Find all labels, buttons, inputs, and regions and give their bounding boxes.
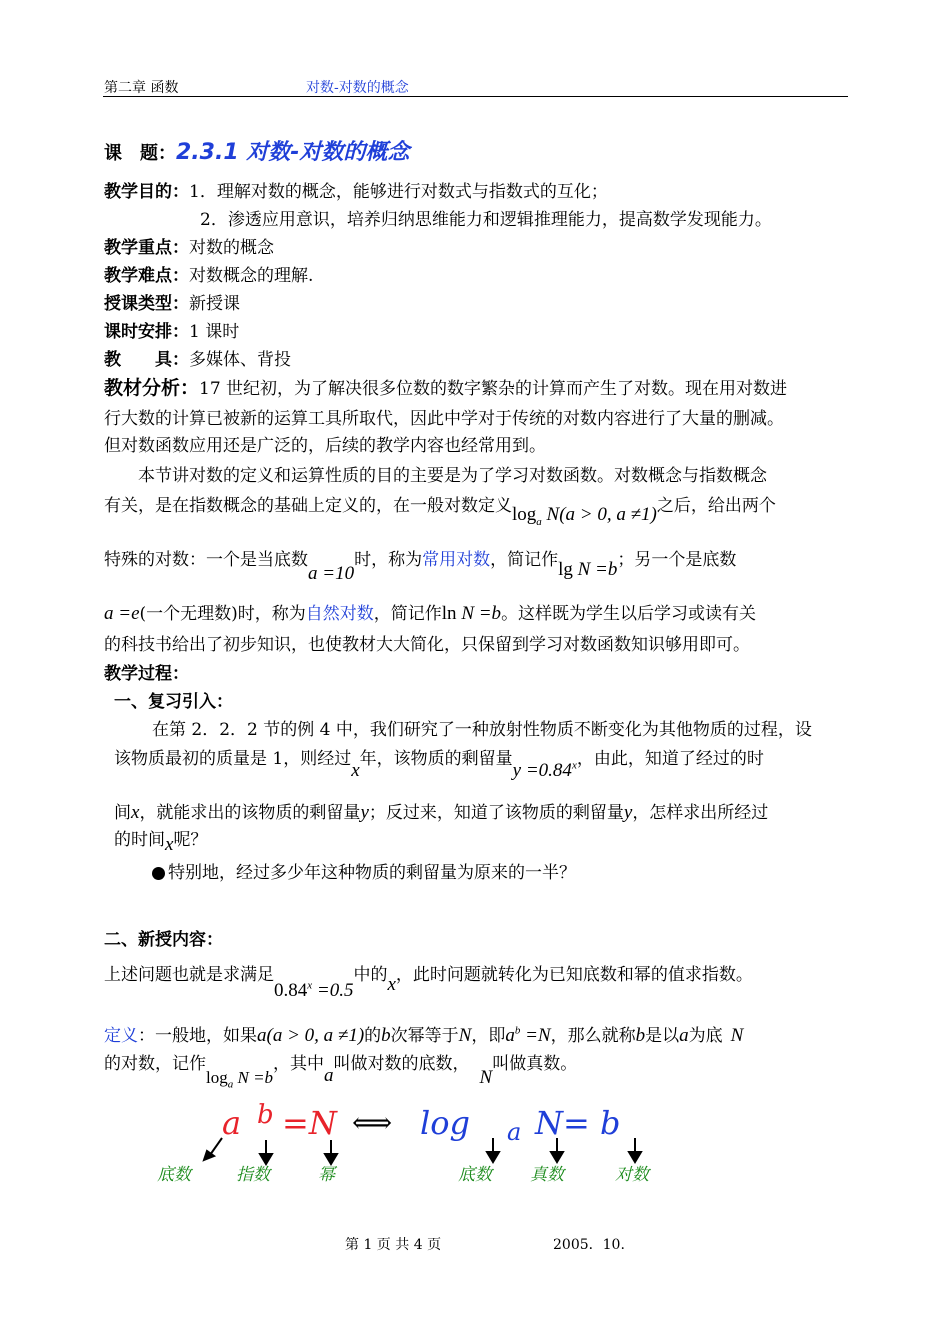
tools-text: 多媒体、背投 bbox=[189, 350, 291, 370]
lg-word: lg bbox=[558, 559, 573, 580]
diagram-a: a bbox=[222, 1104, 242, 1142]
analysis-p2-line3d: ，简记作 bbox=[490, 550, 559, 570]
diagram-b: b bbox=[257, 1100, 274, 1130]
analysis-p2-line3b: 时，称为 bbox=[354, 550, 423, 570]
var-x-2: x bbox=[131, 802, 140, 823]
hours-text: 1 课时 bbox=[189, 322, 240, 342]
focus-label: 教学重点： bbox=[104, 238, 189, 258]
header-right: 对数-对数的概念 bbox=[306, 80, 409, 96]
var-a-2: a bbox=[324, 1065, 334, 1086]
common-log-term: 常用对数 bbox=[422, 550, 491, 570]
eq-exp: x bbox=[307, 979, 313, 992]
var-N: N bbox=[458, 1025, 472, 1046]
var-N-3: N bbox=[479, 1067, 493, 1088]
var-x-4: x bbox=[387, 974, 396, 995]
lg-eq: N =b bbox=[577, 559, 618, 580]
arrow-down-icon bbox=[487, 1138, 499, 1162]
goals-label: 教学目的： bbox=[104, 182, 189, 202]
analysis-p2-line3a: 特殊的对数：一个是当底数 bbox=[104, 550, 308, 570]
diagram-log: log bbox=[420, 1104, 470, 1142]
decay-eq: y =0.84 bbox=[512, 760, 572, 781]
difficulty-label: 教学难点： bbox=[104, 266, 189, 286]
review-line4b: 呢？ bbox=[173, 830, 208, 850]
label-exponent: 指数 bbox=[236, 1165, 270, 1185]
title-label: 课 题： bbox=[104, 143, 176, 164]
var-a: a bbox=[679, 1025, 689, 1046]
review-line4a: 的时间 bbox=[114, 830, 165, 850]
review-heading: 一、复习引入： bbox=[114, 692, 233, 712]
a-var: a bbox=[257, 1025, 267, 1046]
arrow-down-icon bbox=[551, 1138, 563, 1162]
label-base-left: 底数 bbox=[157, 1165, 191, 1185]
tools-label: 教 具： bbox=[104, 350, 189, 370]
a-equals-10: a =10 bbox=[308, 563, 355, 584]
var-y-2: y bbox=[623, 802, 633, 823]
pw-eq: =N bbox=[520, 1025, 551, 1046]
label-base-right: 底数 bbox=[458, 1165, 492, 1185]
label-logarithm: 对数 bbox=[615, 1165, 649, 1185]
review-line3d: ，怎样求出所经过 bbox=[632, 803, 769, 823]
ln-eq: N =b bbox=[461, 603, 502, 624]
goals-item2: 2．渗透应用意识，培养归纳思维能力和逻辑推理能力，提高数学发现能力。 bbox=[200, 210, 772, 230]
equivalence-arrow-icon: ⟺ bbox=[352, 1106, 393, 1139]
a-equals-e: a =e bbox=[104, 603, 140, 624]
pw-a: a bbox=[505, 1025, 515, 1046]
var-N-2: N bbox=[730, 1025, 744, 1046]
arrow-down-icon bbox=[629, 1138, 641, 1162]
ln2-base: a bbox=[227, 1078, 234, 1091]
definition-label: 定义 bbox=[104, 1026, 138, 1046]
hours-label: 课时安排： bbox=[104, 322, 189, 342]
var-x-3: x bbox=[165, 834, 174, 855]
review-line3c: ；反过来，知道了该物质的剩留量 bbox=[368, 803, 624, 823]
analysis-p2-line2b: 之后，给出两个 bbox=[656, 496, 776, 516]
natural-log-term: 自然对数 bbox=[305, 604, 374, 624]
ln-word: ln bbox=[441, 603, 457, 624]
def2c: 叫做对数的底数， bbox=[333, 1054, 470, 1074]
new-content-line1b: 中的 bbox=[353, 965, 388, 985]
def1e: ，那么就称 bbox=[550, 1026, 636, 1046]
lesson-type-text: 新授课 bbox=[189, 294, 240, 314]
new-content-heading: 二、新授内容： bbox=[104, 930, 223, 950]
def2a: 的对数，记作 bbox=[104, 1054, 206, 1074]
diagram-log-rest: N= b bbox=[535, 1104, 621, 1142]
header-left: 第二章 函数 bbox=[104, 80, 179, 96]
log-condition: (a > 0, a ≠1) bbox=[559, 504, 657, 525]
review-line3a: 间 bbox=[114, 803, 131, 823]
new-content-line1c: ，此时问题就转化为已知底数和幂的值求指数。 bbox=[395, 965, 753, 985]
review-line2a: 该物质最初的质量是 1，则经过 bbox=[114, 749, 352, 769]
analysis-p2-line4c: ，简记作 bbox=[373, 604, 442, 624]
var-x: x bbox=[351, 760, 360, 781]
eq-base: 0.84 bbox=[274, 980, 308, 1001]
new-content-line1a: 上述问题也就是求满足 bbox=[104, 965, 274, 985]
diagram-log-base: a bbox=[507, 1118, 522, 1146]
analysis-label: 教材分析： bbox=[104, 377, 200, 399]
diagram-eq-N: =N bbox=[282, 1104, 337, 1142]
decay-exp: x bbox=[571, 759, 577, 772]
var-b: b bbox=[381, 1025, 391, 1046]
analysis-p2-line2a: 有关，是在指数概念的基础上定义的，在一般对数定义 bbox=[104, 496, 512, 516]
def1f: 是以 bbox=[645, 1026, 680, 1046]
review-line3b: ，就能求出的该物质的剩留量 bbox=[139, 803, 361, 823]
analysis-p2-line3e: ；另一个是底数 bbox=[617, 550, 737, 570]
log-word: log bbox=[512, 504, 537, 525]
ln2-log: log bbox=[206, 1068, 228, 1087]
def1d: ，即 bbox=[471, 1026, 506, 1046]
difficulty-text: 对数概念的理解. bbox=[189, 266, 314, 286]
analysis-line2: 行大数的计算已被新的运算工具所取代，因此中学对于传统的对数内容进行了大量的删减。 bbox=[104, 409, 784, 429]
label-true-number: 真数 bbox=[530, 1165, 564, 1185]
log-arg: N bbox=[546, 504, 560, 525]
review-line2b: 年，该物质的剩留量 bbox=[359, 749, 513, 769]
review-line1: 在第 2．2．2 节的例 4 中，我们研究了一种放射性物质不断变化为其他物质的过程，设 bbox=[152, 720, 812, 740]
ln2-eq: N =b bbox=[233, 1068, 274, 1087]
analysis-p2-line4d: 。这样既为学生以后学习或读有关 bbox=[501, 604, 757, 624]
var-y: y bbox=[360, 802, 369, 823]
log-base: a bbox=[536, 515, 542, 528]
goals-item1: 1．理解对数的概念，能够进行对数式与指数式的互化； bbox=[189, 182, 608, 202]
analysis-text1: 17 世纪初，为了解决很多位数的数字繁杂的计算而产生了对数。现在用对数进 bbox=[199, 379, 788, 399]
lesson-type-label: 授课类型： bbox=[104, 294, 189, 314]
analysis-p2-line5: 的科技书给出了初步知识，也使教材大大简化，只保留到学习对数函数知识够用即可。 bbox=[104, 635, 750, 655]
a-cond: (a > 0, a ≠1) bbox=[266, 1025, 365, 1046]
def1a: ：一般地，如果 bbox=[138, 1026, 257, 1046]
title-text: 2.3.1 对数-对数的概念 bbox=[176, 140, 410, 165]
def1b: 的 bbox=[364, 1026, 382, 1046]
def2d: 叫做真数。 bbox=[492, 1054, 578, 1074]
label-power: 幂 bbox=[318, 1165, 335, 1185]
arrow-down-icon bbox=[204, 1138, 222, 1160]
var-b-2: b bbox=[635, 1025, 646, 1046]
def1c: 次幂等于 bbox=[390, 1026, 459, 1046]
review-bullet: 特别地，经过多少年这种物质的剩留量为原来的一半？ bbox=[168, 863, 576, 883]
analysis-p2-line1: 本节讲对数的定义和运算性质的目的主要是为了学习对数函数。对数概念与指数概念 bbox=[138, 466, 767, 486]
analysis-p2-line4a: (一个无理数)时，称为 bbox=[139, 604, 306, 624]
pw-b: b bbox=[514, 1024, 521, 1037]
review-line2c: ，由此，知道了经过的时 bbox=[576, 749, 764, 769]
focus-text: 对数的概念 bbox=[189, 238, 274, 258]
process-label: 教学过程： bbox=[104, 664, 189, 684]
def2b: ，其中 bbox=[273, 1054, 325, 1074]
eq-rhs: =0.5 bbox=[312, 980, 354, 1001]
def1g: 为底 bbox=[688, 1026, 723, 1046]
footer-date: 2005．10. bbox=[553, 1237, 625, 1253]
footer-page: 第 1 页 共 4 页 bbox=[345, 1237, 442, 1253]
analysis-line3: 但对数函数应用还是广泛的，后续的教学内容也经常用到。 bbox=[104, 436, 546, 456]
